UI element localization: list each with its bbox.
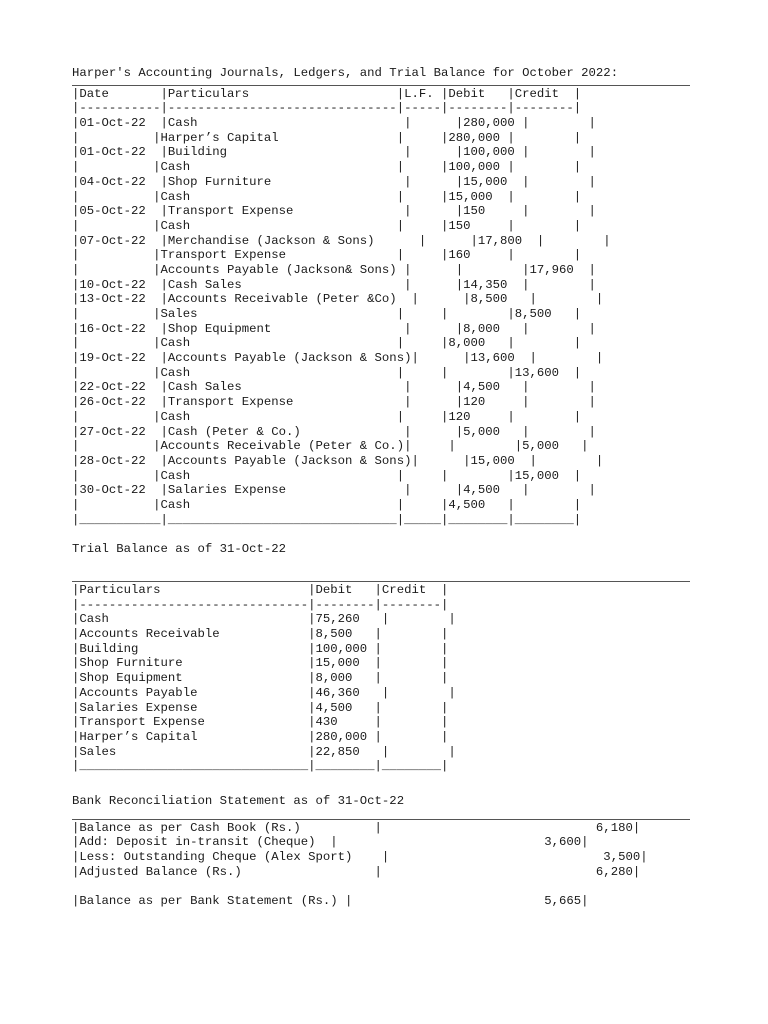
bank-reconciliation-row: |Adjusted Balance (Rs.) | 6,280| (72, 864, 641, 879)
journal-row: |27-Oct-22 |Cash (Peter & Co.) | |5,000 | | (72, 424, 596, 439)
trial-balance-row: |Harper’s Capital |280,000 | | (72, 729, 449, 744)
bank-reconciliation-top-rule (72, 819, 690, 820)
trial-balance-table (72, 583, 692, 774)
trial-balance-bottom-row: |_______________________________|________|________| (72, 759, 449, 774)
journal-header-row: |Date |Particulars |L.F. |Debit |Credit | (72, 86, 582, 101)
trial-balance-row: |Salaries Expense |4,500 | | (72, 700, 449, 715)
journal-row: |01-Oct-22 |Cash | |280,000 | | (72, 116, 596, 131)
bank-reconciliation-row: |Add: Deposit in-transit (Cheque) | 3,600| (72, 835, 589, 850)
journal-row: | |Cash | |100,000 | | (72, 160, 582, 175)
journal-row: |07-Oct-22 |Merchandise (Jackson & Sons) | |17,800 | | (72, 233, 611, 248)
journal-bottom-row: |___________|_______________________________|_____|________|________| (72, 512, 582, 527)
journal-title: Harper's Accounting Journals, Ledgers, and Trial Balance for October 2022: (72, 66, 619, 80)
trial-balance-separator-row: |-------------------------------|--------|--------| (72, 597, 449, 612)
journal-row: |22-Oct-22 |Cash Sales | |4,500 | | (72, 380, 596, 395)
bank-reconciliation-row: |Less: Outstanding Cheque (Alex Sport) | 3,500| (72, 850, 648, 864)
journal-row: |13-Oct-22 |Accounts Receivable (Peter &Co) | |8,500 | | (72, 292, 604, 307)
document-page (72, 66, 692, 909)
journal-row: | |Transport Expense | |160 | | (72, 248, 582, 263)
section-gap (72, 879, 692, 894)
journal-row: | |Cash | | |13,600 | (72, 365, 582, 380)
journal-row: |05-Oct-22 |Transport Expense | |150 | | (72, 204, 596, 219)
trial-balance-row: |Accounts Payable |46,360 | | (72, 685, 456, 700)
journal-separator-row: |-----------|-------------------------------|-----|--------|--------| (72, 101, 582, 116)
journal-row: | |Cash | |120 | | (72, 409, 582, 424)
journal-row: | |Harper’s Capital | |280,000 | | (72, 130, 582, 145)
trial-balance-row: |Accounts Receivable |8,500 | | (72, 627, 449, 642)
section-gap (72, 527, 692, 542)
journal-row: |26-Oct-22 |Transport Expense | |120 | | (72, 395, 596, 410)
trial-balance-row: |Cash |75,260 | | (72, 612, 456, 627)
section-gap (72, 813, 692, 817)
journal-row: |04-Oct-22 |Shop Furniture | |15,000 | | (72, 174, 596, 189)
journal-row: |10-Oct-22 |Cash Sales | |14,350 | | (72, 277, 596, 292)
journal-top-rule (72, 85, 690, 86)
trial-balance-top-rule (72, 581, 690, 582)
journal-row: | |Cash | |150 | | (72, 218, 582, 233)
journal-row: |19-Oct-22 |Accounts Payable (Jackson & Sons)| |13,600 | | (72, 351, 604, 366)
journal-row: | |Cash | |4,500 | | (72, 497, 582, 512)
trial-balance-row: |Sales |22,850 | | (72, 744, 456, 759)
journal-row: |28-Oct-22 |Accounts Payable (Jackson & Sons)| |15,000 | | (72, 453, 604, 468)
journal-row: | |Accounts Payable (Jackson& Sons) | | |17,960 | (72, 262, 596, 277)
journal-row: |01-Oct-22 |Building | |100,000 | | (72, 145, 596, 160)
trial-balance-header-row: |Particulars |Debit |Credit | (72, 583, 449, 597)
bank-reconciliation-table (72, 821, 692, 909)
journal-row: | |Sales | | |8,500 | (72, 307, 582, 321)
trial-balance-row: |Building |100,000 | | (72, 641, 449, 656)
journal-row: | |Cash | |15,000 | | (72, 189, 582, 204)
section-gap (72, 561, 692, 579)
journal-row: | |Accounts Receivable (Peter & Co.)| | |5,000 | (72, 439, 589, 454)
journal-row: |16-Oct-22 |Shop Equipment | |8,000 | | (72, 321, 596, 336)
trial-balance-row: |Transport Expense |430 | | (72, 715, 449, 730)
bank-reconciliation-row: |Balance as per Cash Book (Rs.) | 6,180| (72, 820, 641, 835)
journal-table (72, 87, 692, 528)
trial-balance-title: Trial Balance as of 31-Oct-22 (72, 542, 287, 557)
trial-balance-row: |Shop Equipment |8,000 | | (72, 671, 449, 686)
trial-balance-row: |Shop Furniture |15,000 | | (72, 656, 449, 671)
journal-row: | |Cash | |8,000 | | (72, 336, 582, 351)
bank-reconciliation-title: Bank Reconciliation Statement as of 31-Oct-22 (72, 793, 405, 808)
journal-row: | |Cash | | |15,000 | (72, 468, 582, 483)
bank-statement-row: |Balance as per Bank Statement (Rs.) | 5,665| (72, 894, 589, 909)
section-gap (72, 774, 692, 794)
journal-row: |30-Oct-22 |Salaries Expense | |4,500 | | (72, 483, 596, 498)
